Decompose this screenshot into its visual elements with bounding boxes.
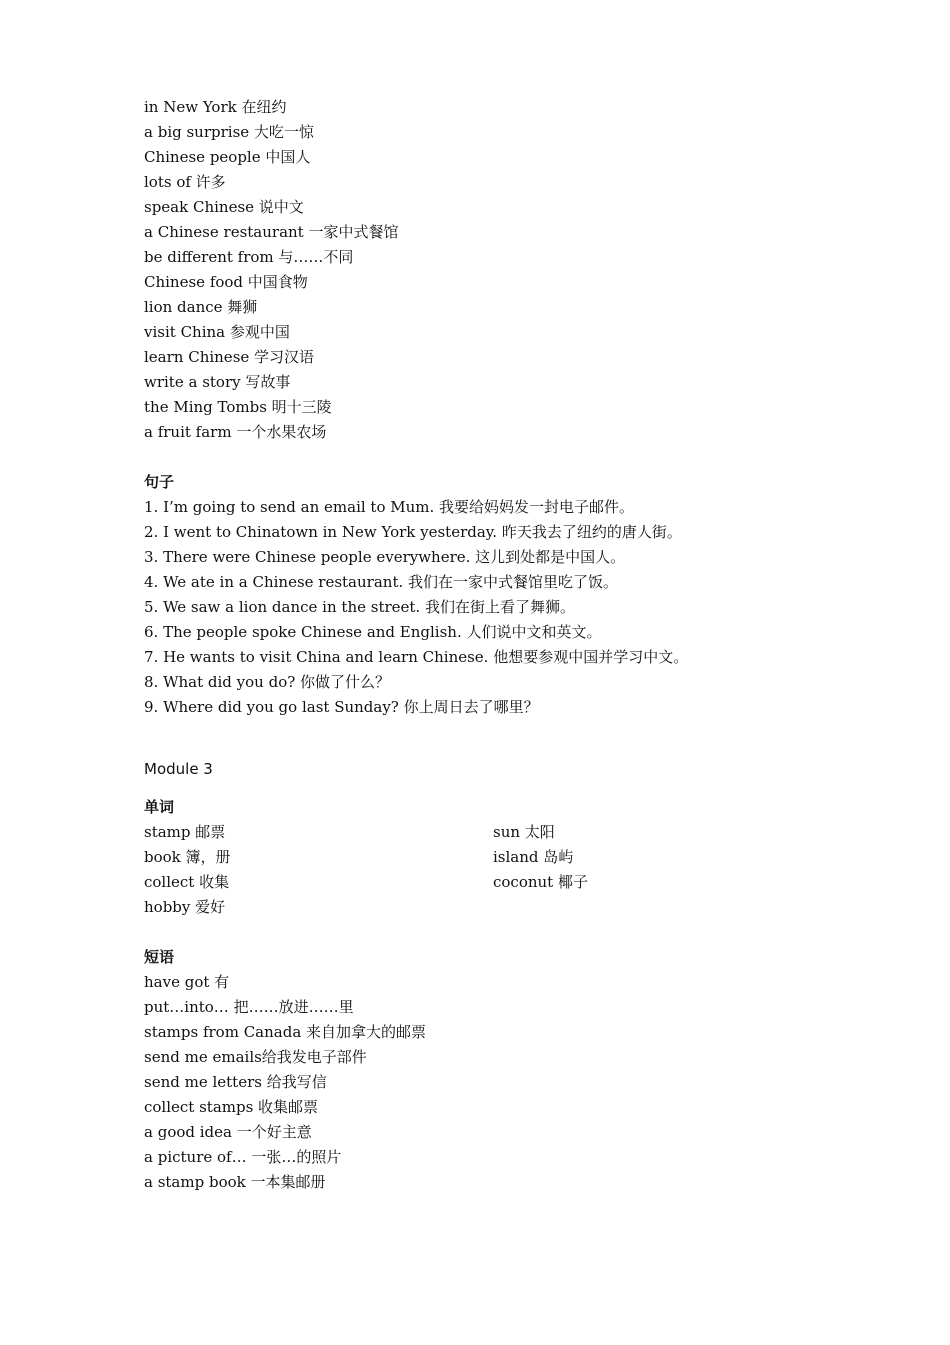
word-item: sun 太阳 — [493, 823, 555, 841]
sentence-item: 9. Where did you go last Sunday? 你上周日去了哪里？ — [144, 698, 539, 716]
phrase-item: be different from 与……不同 — [144, 248, 354, 266]
phrase-item: a stamp book 一本集邮册 — [144, 1173, 326, 1191]
word-item: book 簿，册 — [144, 848, 231, 866]
phrase-item: a picture of… 一张…的照片 — [144, 1148, 342, 1166]
sentences-heading: 句子 — [144, 473, 175, 491]
phrase-item: Chinese food 中国食物 — [144, 273, 308, 291]
phrase-item: put…into… 把……放进……里 — [144, 998, 354, 1016]
phrase-item: learn Chinese 学习汉语 — [144, 348, 315, 366]
phrase-item: lots of 许多 — [144, 173, 226, 191]
sentence-item: 2. I went to Chinatown in New York yesterday. 昨天我去了纽约的唐人街。 — [144, 523, 682, 541]
phrase-item: a big surprise 大吃一惊 — [144, 123, 314, 141]
module-title: Module 3 — [144, 760, 213, 778]
module2-phrase-list — [144, 95, 864, 445]
phrase-item: a good idea 一个好主意 — [144, 1123, 312, 1141]
sentence-item: 8. What did you do? 你做了什么？ — [144, 673, 391, 691]
sentence-item: 1. I’m going to send an email to Mum. 我要给妈妈发一封电子邮件。 — [144, 498, 635, 516]
phrase-item: in New York 在纽约 — [144, 98, 287, 116]
word-list — [144, 820, 864, 920]
phrase-item: write a story 写故事 — [144, 373, 291, 391]
words-heading: 单词 — [144, 798, 175, 816]
phrases-heading: 短语 — [144, 948, 175, 966]
phrase-item: Chinese people 中国人 — [144, 148, 311, 166]
sentence-item: 6. The people spoke Chinese and English. 人们说中文和英文。 — [144, 623, 602, 641]
phrase-item: a fruit farm 一个水果农场 — [144, 423, 327, 441]
phrase-item: lion dance 舞狮 — [144, 298, 258, 316]
sentence-item: 3. There were Chinese people everywhere. 这儿到处都是中国人。 — [144, 548, 626, 566]
module3-phrase-list — [144, 970, 864, 1195]
word-column-left — [144, 820, 493, 920]
phrase-item: collect stamps 收集邮票 — [144, 1098, 319, 1116]
phrase-item: send me letters 给我写信 — [144, 1073, 327, 1091]
document-page — [144, 95, 864, 1195]
phrase-item: the Ming Tombs 明十三陵 — [144, 398, 332, 416]
word-item: collect 收集 — [144, 873, 230, 891]
phrase-item: have got 有 — [144, 973, 230, 991]
word-item: hobby 爱好 — [144, 898, 226, 916]
phrase-item: stamps from Canada 来自加拿大的邮票 — [144, 1023, 427, 1041]
word-column-right — [493, 820, 853, 920]
sentence-item: 5. We saw a lion dance in the street. 我们在街上看了舞狮。 — [144, 598, 575, 616]
sentence-item: 4. We ate in a Chinese restaurant. 我们在一家中式餐馆里吃了饭。 — [144, 573, 619, 591]
word-item: stamp 邮票 — [144, 823, 226, 841]
phrase-item: a Chinese restaurant 一家中式餐馆 — [144, 223, 399, 241]
phrase-item: speak Chinese 说中文 — [144, 198, 304, 216]
word-item: island 岛屿 — [493, 848, 574, 866]
word-item: coconut 椰子 — [493, 873, 588, 891]
phrase-item: visit China 参观中国 — [144, 323, 290, 341]
sentence-list — [144, 495, 864, 720]
phrase-item: send me emails给我发电子部件 — [144, 1048, 367, 1066]
sentence-item: 7. He wants to visit China and learn Chinese. 他想要参观中国并学习中文。 — [144, 648, 689, 666]
